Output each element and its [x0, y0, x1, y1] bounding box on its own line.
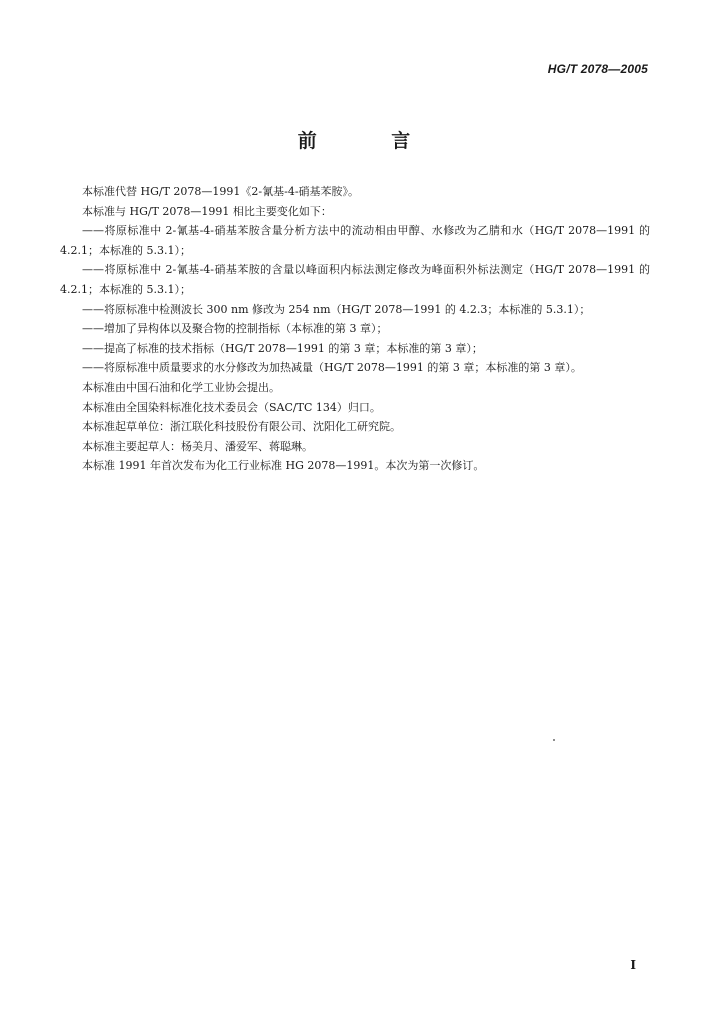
paragraph-drafting-units: 本标准起草单位：浙江联化科技股份有限公司、沈阳化工研究院。 [82, 420, 401, 434]
page-number: I [630, 958, 636, 972]
list-item-change-mobile-phase: ——将原标准中 2-氰基-4-硝基苯胺含量分析方法中的流动相由甲醇、水修改为乙腈和水（HG/T 2078—1991 的 4.2.1；本标准的 5.3.1）； [60, 224, 650, 257]
list-item-change-wavelength: ——将原标准中检测波长 300 nm 修改为 254 nm（HG/T 2078—1991 的 4.2.3；本标准的 5.3.1）； [82, 302, 591, 316]
list-item-change-external-standard: ——将原标准中 2-氰基-4-硝基苯胺的含量以峰面积内标法测定修改为峰面积外标法测定（HG/T 2078—1991 的 4.2.1；本标准的 5.3.1）； [60, 263, 650, 296]
standard-code: HG/T 2078—2005 [547, 62, 648, 76]
paragraph-proposed-by: 本标准由中国石油和化学工业协会提出。 [82, 380, 280, 394]
paragraph-publication-history: 本标准 1991 年首次发布为化工行业标准 HG 2078—1991。本次为第一次修订。 [82, 459, 485, 473]
foreword-body [60, 182, 650, 476]
page-title: 前 言 [297, 130, 445, 152]
list-item-change-technical-index: ——提高了标准的技术指标（HG/T 2078—1991 的第 3 章；本标准的第 3 章）； [82, 341, 483, 355]
paragraph-replaces: 本标准代替 HG/T 2078—1991《2-氰基-4-硝基苯胺》。 [82, 185, 360, 198]
paragraph-changes-intro: 本标准与 HG/T 2078—1991 相比主要变化如下： [82, 204, 332, 218]
list-item-change-isomer-control: ——增加了异构体以及聚合物的控制指标（本标准的第 3 章）； [82, 322, 388, 336]
list-item-change-heating-loss: ——将原标准中质量要求的水分修改为加热减量（HG/T 2078—1991 的第 3 章；本标准的第 3 章）。 [82, 361, 582, 375]
paragraph-centralized-by: 本标准由全国染料标准化技术委员会（SAC/TC 134）归口。 [82, 400, 381, 414]
paragraph-drafters: 本标准主要起草人：杨美月、潘爱军、蒋聪琳。 [82, 439, 313, 453]
scan-speck [553, 739, 555, 741]
